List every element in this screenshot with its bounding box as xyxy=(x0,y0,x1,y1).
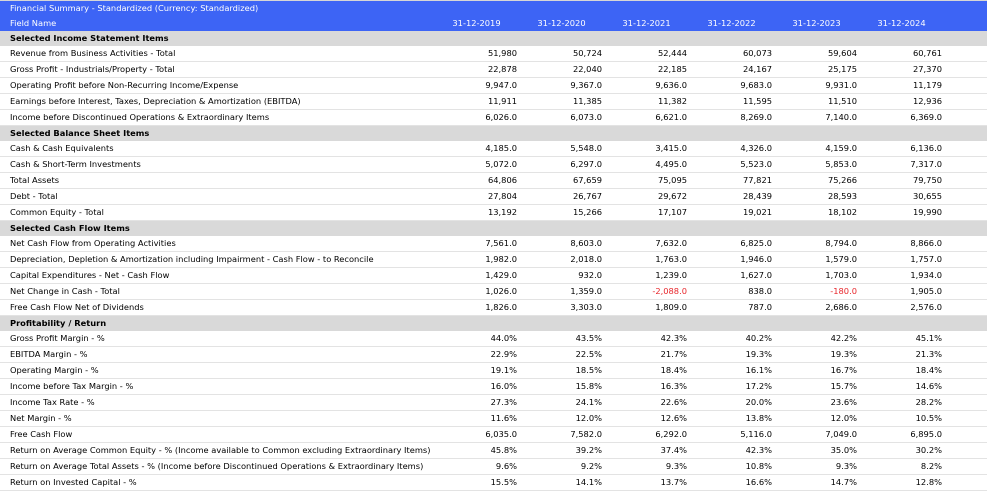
value-cell: 75,266 xyxy=(827,175,857,185)
value-cell: 15.5% xyxy=(490,477,517,487)
value-cell: 1,934.0 xyxy=(910,270,942,280)
value-cell: 8,794.0 xyxy=(825,238,857,248)
row-label: Revenue from Business Activities - Total xyxy=(10,48,176,58)
value-cell: 1,826.0 xyxy=(485,302,517,312)
row-label: Return on Average Common Equity - % (Income available to Common excluding Extraordinary Items) xyxy=(10,445,431,455)
value-cell: 1,429.0 xyxy=(485,270,517,280)
row-label: Income before Tax Margin - % xyxy=(10,381,134,391)
value-cell: 9,931.0 xyxy=(825,80,857,90)
value-cell: 1,359.0 xyxy=(570,286,602,296)
section-title: Profitability / Return xyxy=(10,318,107,328)
table-row[interactable] xyxy=(0,284,987,300)
value-cell: 40.2% xyxy=(745,333,772,343)
section-title: Selected Income Statement Items xyxy=(10,33,169,43)
field-name-header[interactable]: Field Name xyxy=(10,18,57,28)
value-cell: 10.8% xyxy=(745,461,772,471)
table-row[interactable] xyxy=(0,78,987,94)
value-cell: 9,636.0 xyxy=(655,80,687,90)
value-cell: 28.2% xyxy=(915,397,942,407)
row-label: Gross Profit - Industrials/Property - Total xyxy=(10,64,175,74)
value-cell: 30.2% xyxy=(915,445,942,455)
value-cell: 13.8% xyxy=(745,413,772,423)
value-cell: 52,444 xyxy=(657,48,687,58)
value-cell: 35.0% xyxy=(830,445,857,455)
value-cell: 7,632.0 xyxy=(655,238,687,248)
value-cell: 14.1% xyxy=(575,477,602,487)
value-cell: 19.3% xyxy=(830,349,857,359)
value-cell: 1,627.0 xyxy=(740,270,772,280)
value-cell: 59,604 xyxy=(827,48,857,58)
value-cell: 15,266 xyxy=(572,207,602,217)
value-cell: 11,179 xyxy=(912,80,942,90)
value-cell: 19,990 xyxy=(912,207,942,217)
value-cell: 64,806 xyxy=(487,175,517,185)
table-title: Financial Summary - Standardized (Currency: Standardized) xyxy=(10,3,259,13)
value-cell: 22.9% xyxy=(490,349,517,359)
value-cell: 22,040 xyxy=(572,64,602,74)
section-title: Selected Cash Flow Items xyxy=(10,223,130,233)
row-label: Operating Margin - % xyxy=(10,365,99,375)
value-cell: 9,367.0 xyxy=(570,80,602,90)
value-cell: 2,576.0 xyxy=(910,302,942,312)
row-label: Net Cash Flow from Operating Activities xyxy=(10,238,176,248)
table-row[interactable] xyxy=(0,411,987,427)
value-cell: 42.2% xyxy=(830,333,857,343)
value-cell: 5,072.0 xyxy=(485,159,517,169)
value-cell: 10.5% xyxy=(915,413,942,423)
value-cell: 7,582.0 xyxy=(570,429,602,439)
value-cell: 25,175 xyxy=(827,64,857,74)
row-label: Net Margin - % xyxy=(10,413,72,423)
value-cell: 9,683.0 xyxy=(740,80,772,90)
row-label: Common Equity - Total xyxy=(10,207,104,217)
table-row[interactable] xyxy=(0,141,987,157)
row-label: Earnings before Interest, Taxes, Depreciation & Amortization (EBITDA) xyxy=(10,96,301,106)
table-row[interactable] xyxy=(0,300,987,316)
table-row[interactable] xyxy=(0,173,987,189)
value-cell: 19.3% xyxy=(745,349,772,359)
value-cell: 7,049.0 xyxy=(825,429,857,439)
value-cell: 15.8% xyxy=(575,381,602,391)
value-cell: 28,593 xyxy=(827,191,857,201)
value-cell: 60,073 xyxy=(742,48,772,58)
value-cell: 30,655 xyxy=(912,191,942,201)
year-header-2019[interactable]: 31-12-2019 xyxy=(452,18,501,28)
value-cell: 20.0% xyxy=(745,397,772,407)
table-row[interactable] xyxy=(0,427,987,443)
value-cell: 4,326.0 xyxy=(740,143,772,153)
table-row[interactable] xyxy=(0,379,987,395)
table-row[interactable] xyxy=(0,268,987,284)
value-cell: 11.6% xyxy=(490,413,517,423)
table-row[interactable] xyxy=(0,46,987,62)
table-row[interactable] xyxy=(0,475,987,491)
row-label: EBITDA Margin - % xyxy=(10,349,88,359)
table-row[interactable] xyxy=(0,189,987,205)
table-row[interactable] xyxy=(0,205,987,221)
value-cell: 8,866.0 xyxy=(910,238,942,248)
value-cell: 12.6% xyxy=(660,413,687,423)
row-label: Free Cash Flow Net of Dividends xyxy=(10,302,144,312)
value-cell: 77,821 xyxy=(742,175,772,185)
row-label: Cash & Short-Term Investments xyxy=(10,159,141,169)
value-cell: 14.6% xyxy=(915,381,942,391)
value-cell: 37.4% xyxy=(660,445,687,455)
value-cell: 5,523.0 xyxy=(740,159,772,169)
value-cell: 6,035.0 xyxy=(485,429,517,439)
value-cell: 12.0% xyxy=(830,413,857,423)
value-cell: 17.2% xyxy=(745,381,772,391)
value-cell: 22,185 xyxy=(657,64,687,74)
value-cell: 13.7% xyxy=(660,477,687,487)
row-label: Debt - Total xyxy=(10,191,58,201)
value-cell: 43.5% xyxy=(575,333,602,343)
value-cell: 1,982.0 xyxy=(485,254,517,264)
value-cell: 9.3% xyxy=(665,461,687,471)
section-header-row xyxy=(0,316,987,331)
value-cell: 24.1% xyxy=(575,397,602,407)
row-label: Cash & Cash Equivalents xyxy=(10,143,114,153)
value-cell: 23.6% xyxy=(830,397,857,407)
value-cell: 1,579.0 xyxy=(825,254,857,264)
row-label: Income before Discontinued Operations & Extraordinary Items xyxy=(10,112,270,122)
value-cell: 9.3% xyxy=(835,461,857,471)
value-cell: 16.6% xyxy=(745,477,772,487)
table-row[interactable] xyxy=(0,62,987,78)
value-cell: 6,026.0 xyxy=(485,112,517,122)
value-cell: 6,297.0 xyxy=(570,159,602,169)
value-cell: 1,763.0 xyxy=(655,254,687,264)
value-cell: 6,136.0 xyxy=(910,143,942,153)
year-header-2022[interactable]: 31-12-2022 xyxy=(707,18,756,28)
value-cell: 42.3% xyxy=(745,445,772,455)
value-cell: 42.3% xyxy=(660,333,687,343)
row-label: Net Change in Cash - Total xyxy=(10,286,120,296)
value-cell: 60,761 xyxy=(912,48,942,58)
table-row[interactable] xyxy=(0,443,987,459)
value-cell: 12.0% xyxy=(575,413,602,423)
value-cell: 9.2% xyxy=(580,461,602,471)
value-cell: 1,757.0 xyxy=(910,254,942,264)
value-cell: 1,239.0 xyxy=(655,270,687,280)
value-cell: 16.1% xyxy=(745,365,772,375)
table-row[interactable] xyxy=(0,395,987,411)
value-cell: 1,703.0 xyxy=(825,270,857,280)
value-cell: 1,946.0 xyxy=(740,254,772,264)
value-cell: 28,439 xyxy=(742,191,772,201)
value-cell: 39.2% xyxy=(575,445,602,455)
value-cell: 6,895.0 xyxy=(910,429,942,439)
value-cell: 4,495.0 xyxy=(655,159,687,169)
value-cell: 50,724 xyxy=(572,48,602,58)
column-header-row xyxy=(0,16,987,31)
row-label: Operating Profit before Non-Recurring Income/Expense xyxy=(10,80,239,90)
value-cell: 15.7% xyxy=(830,381,857,391)
value-cell: 7,561.0 xyxy=(485,238,517,248)
value-cell: 11,385 xyxy=(572,96,602,106)
table-row[interactable] xyxy=(0,236,987,252)
value-cell: 8.2% xyxy=(920,461,942,471)
value-cell: -180.0 xyxy=(830,286,857,296)
value-cell: 11,382 xyxy=(657,96,687,106)
value-cell: 1,905.0 xyxy=(910,286,942,296)
value-cell: 44.0% xyxy=(490,333,517,343)
value-cell: 9.6% xyxy=(495,461,517,471)
value-cell: 17,107 xyxy=(657,207,687,217)
value-cell: 1,809.0 xyxy=(655,302,687,312)
row-label: Depreciation, Depletion & Amortization including Impairment - Cash Flow - to Reconcile xyxy=(10,254,374,264)
value-cell: 4,159.0 xyxy=(825,143,857,153)
value-cell: 16.7% xyxy=(830,365,857,375)
table-row[interactable] xyxy=(0,363,987,379)
table-row[interactable] xyxy=(0,331,987,347)
section-header-row xyxy=(0,31,987,46)
value-cell: 18,102 xyxy=(827,207,857,217)
section-header-row xyxy=(0,126,987,141)
value-cell: 7,140.0 xyxy=(825,112,857,122)
value-cell: 27,370 xyxy=(912,64,942,74)
value-cell: 12.8% xyxy=(915,477,942,487)
value-cell: 3,303.0 xyxy=(570,302,602,312)
row-label: Total Assets xyxy=(10,175,60,185)
value-cell: 16.0% xyxy=(490,381,517,391)
value-cell: 19,021 xyxy=(742,207,772,217)
value-cell: 12,936 xyxy=(912,96,942,106)
value-cell: 45.8% xyxy=(490,445,517,455)
table-body xyxy=(0,31,987,491)
value-cell: 11,510 xyxy=(827,96,857,106)
row-label: Free Cash Flow xyxy=(10,429,73,439)
value-cell: 11,595 xyxy=(742,96,772,106)
value-cell: 3,415.0 xyxy=(655,143,687,153)
value-cell: 6,825.0 xyxy=(740,238,772,248)
value-cell: 79,750 xyxy=(912,175,942,185)
value-cell: 8,269.0 xyxy=(740,112,772,122)
value-cell: 6,621.0 xyxy=(655,112,687,122)
value-cell: 13,192 xyxy=(487,207,517,217)
year-header-2021[interactable]: 31-12-2021 xyxy=(622,18,671,28)
value-cell: 29,672 xyxy=(657,191,687,201)
value-cell: 18.4% xyxy=(915,365,942,375)
value-cell: 14.7% xyxy=(830,477,857,487)
year-header-2023[interactable]: 31-12-2023 xyxy=(792,18,841,28)
value-cell: 18.4% xyxy=(660,365,687,375)
value-cell: 7,317.0 xyxy=(910,159,942,169)
row-label: Income Tax Rate - % xyxy=(10,397,95,407)
value-cell: 5,548.0 xyxy=(570,143,602,153)
value-cell: 75,095 xyxy=(657,175,687,185)
section-header-row xyxy=(0,221,987,236)
value-cell: 5,853.0 xyxy=(825,159,857,169)
value-cell: 24,167 xyxy=(742,64,772,74)
value-cell: 1,026.0 xyxy=(485,286,517,296)
value-cell: 6,292.0 xyxy=(655,429,687,439)
value-cell: 45.1% xyxy=(915,333,942,343)
value-cell: 21.7% xyxy=(660,349,687,359)
value-cell: 5,116.0 xyxy=(740,429,772,439)
value-cell: 6,369.0 xyxy=(910,112,942,122)
year-header-2020[interactable]: 31-12-2020 xyxy=(537,18,586,28)
row-label: Return on Invested Capital - % xyxy=(10,477,137,487)
value-cell: 26,767 xyxy=(572,191,602,201)
value-cell: -2,088.0 xyxy=(652,286,687,296)
row-label: Gross Profit Margin - % xyxy=(10,333,105,343)
value-cell: 2,018.0 xyxy=(570,254,602,264)
value-cell: 18.5% xyxy=(575,365,602,375)
row-label: Return on Average Total Assets - % (Income before Discontinued Operations & Extraordinary Items) xyxy=(10,461,424,471)
value-cell: 19.1% xyxy=(490,365,517,375)
value-cell: 21.3% xyxy=(915,349,942,359)
value-cell: 22,878 xyxy=(487,64,517,74)
value-cell: 16.3% xyxy=(660,381,687,391)
value-cell: 787.0 xyxy=(748,302,772,312)
table-row[interactable] xyxy=(0,252,987,268)
value-cell: 6,073.0 xyxy=(570,112,602,122)
value-cell: 4,185.0 xyxy=(485,143,517,153)
value-cell: 51,980 xyxy=(487,48,517,58)
value-cell: 27.3% xyxy=(490,397,517,407)
value-cell: 838.0 xyxy=(748,286,772,296)
table-row[interactable] xyxy=(0,347,987,363)
table-title-row xyxy=(0,1,987,16)
table-row[interactable] xyxy=(0,94,987,110)
value-cell: 22.5% xyxy=(575,349,602,359)
value-cell: 932.0 xyxy=(578,270,602,280)
year-header-2024[interactable]: 31-12-2024 xyxy=(877,18,926,28)
value-cell: 11,911 xyxy=(487,96,517,106)
value-cell: 9,947.0 xyxy=(485,80,517,90)
value-cell: 22.6% xyxy=(660,397,687,407)
table-row[interactable] xyxy=(0,157,987,173)
value-cell: 2,686.0 xyxy=(825,302,857,312)
table-row[interactable] xyxy=(0,110,987,126)
value-cell: 27,804 xyxy=(487,191,517,201)
value-cell: 67,659 xyxy=(572,175,602,185)
row-label: Capital Expenditures - Net - Cash Flow xyxy=(10,270,170,280)
value-cell: 8,603.0 xyxy=(570,238,602,248)
section-title: Selected Balance Sheet Items xyxy=(10,128,150,138)
